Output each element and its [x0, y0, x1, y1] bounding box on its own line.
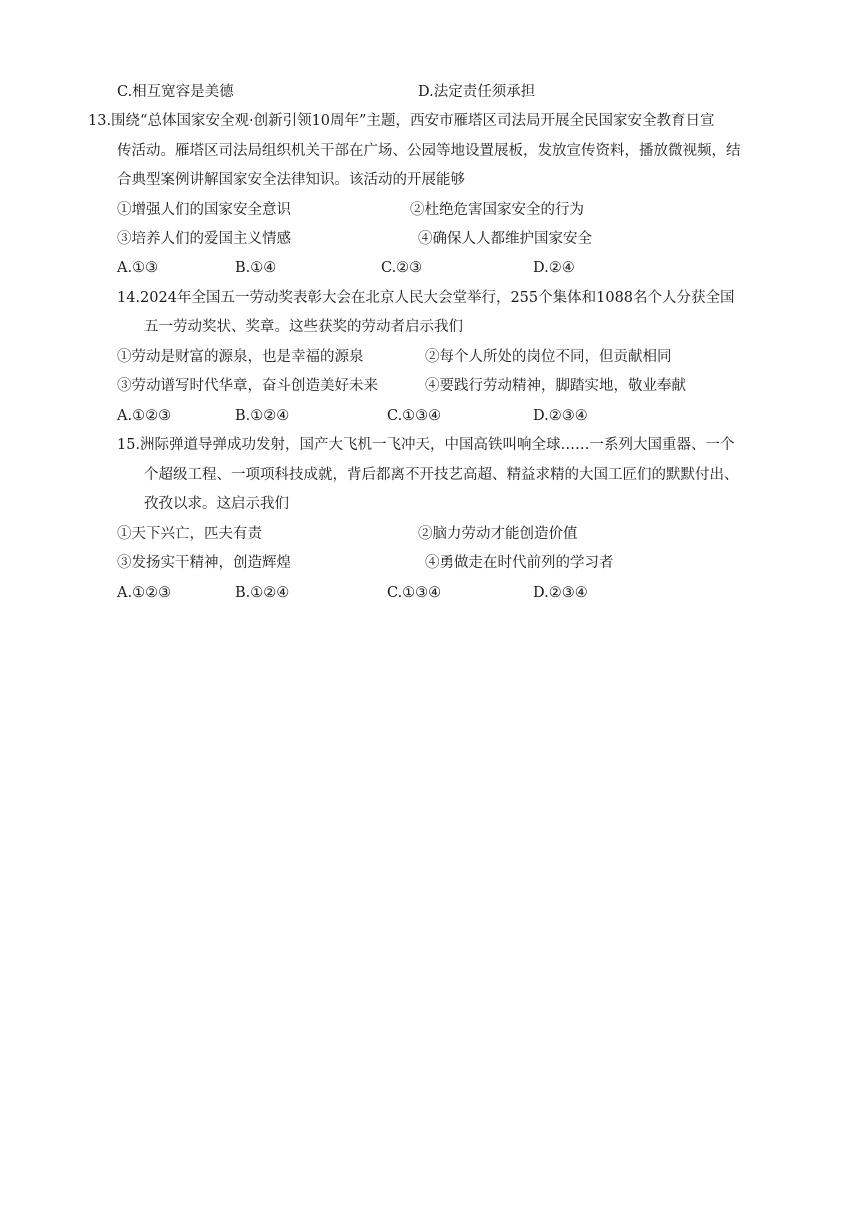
q15-option-d: D.②③④ [533, 585, 588, 601]
q15-statement-2: ②脑力劳动才能创造价值 [418, 526, 578, 542]
q15-statement-1: ①天下兴亡，匹夫有责 [117, 526, 262, 542]
q14-statement-3: ③劳动谱写时代华章，奋斗创造美好未来 [117, 378, 378, 394]
q15-stem-line-1: 15.洲际弹道导弹成功发射，国产大飞机一飞冲天，中国高铁叫响全球……一系列大国重器、一个 [117, 437, 735, 453]
q15-statement-3: ③发扬实干精神，创造辉煌 [117, 555, 291, 571]
q14-option-c: C.①③④ [387, 408, 442, 424]
q15-option-c: C.①③④ [387, 585, 442, 601]
q13-option-d: D.②④ [533, 260, 575, 276]
q14-statement-1: ①劳动是财富的源泉，也是幸福的源泉 [117, 349, 364, 365]
q15-option-a: A.①②③ [117, 585, 172, 601]
q13-statement-2: ②杜绝危害国家安全的行为 [410, 202, 584, 218]
q13-option-c: C.②③ [381, 260, 423, 276]
q15-statement-4: ④勇做走在时代前列的学习者 [425, 555, 614, 571]
q12-option-c: C.相互宽容是美德 [117, 84, 234, 100]
q13-stem-line-3: 合典型案例讲解国家安全法律知识。该活动的开展能够 [117, 172, 465, 188]
q14-option-b: B.①②④ [235, 408, 290, 424]
q13-statement-1: ①增强人们的国家安全意识 [117, 202, 291, 218]
q15-stem-line-2: 个超级工程、一项项科技成就，背后都离不开技艺高超、精益求精的大国工匠们的默默付出、 [144, 467, 739, 483]
q13-stem-line-2: 传活动。雁塔区司法局组织机关干部在广场、公园等地设置展板，发放宣传资料，播放微视频，结 [117, 143, 741, 159]
q13-stem-line-1: 13.围绕“总体国家安全观·创新引领10周年”主题，西安市雁塔区司法局开展全民国家安全教育日宣 [88, 113, 715, 129]
q12-option-d: D.法定责任须承担 [418, 84, 536, 100]
q13-statement-4: ④确保人人都维护国家安全 [418, 231, 592, 247]
q14-stem-line-2: 五一劳动奖状、奖章。这些获奖的劳动者启示我们 [144, 319, 463, 335]
q15-option-b: B.①②④ [235, 585, 290, 601]
q14-option-a: A.①②③ [117, 408, 172, 424]
q14-stem-line-1: 14.2024年全国五一劳动奖表彰大会在北京人民大会堂举行，255个集体和1088名个人分获全国 [117, 290, 735, 306]
q14-statement-2: ②每个人所处的岗位不同，但贡献相同 [425, 349, 672, 365]
q14-option-d: D.②③④ [533, 408, 588, 424]
q14-statement-4: ④要践行劳动精神，脚踏实地，敬业奉献 [425, 378, 686, 394]
q13-option-a: A.①③ [117, 260, 159, 276]
q13-option-b: B.①④ [235, 260, 277, 276]
q15-stem-line-3: 孜孜以求。这启示我们 [144, 496, 289, 512]
q13-statement-3: ③培养人们的爱国主义情感 [117, 231, 291, 247]
